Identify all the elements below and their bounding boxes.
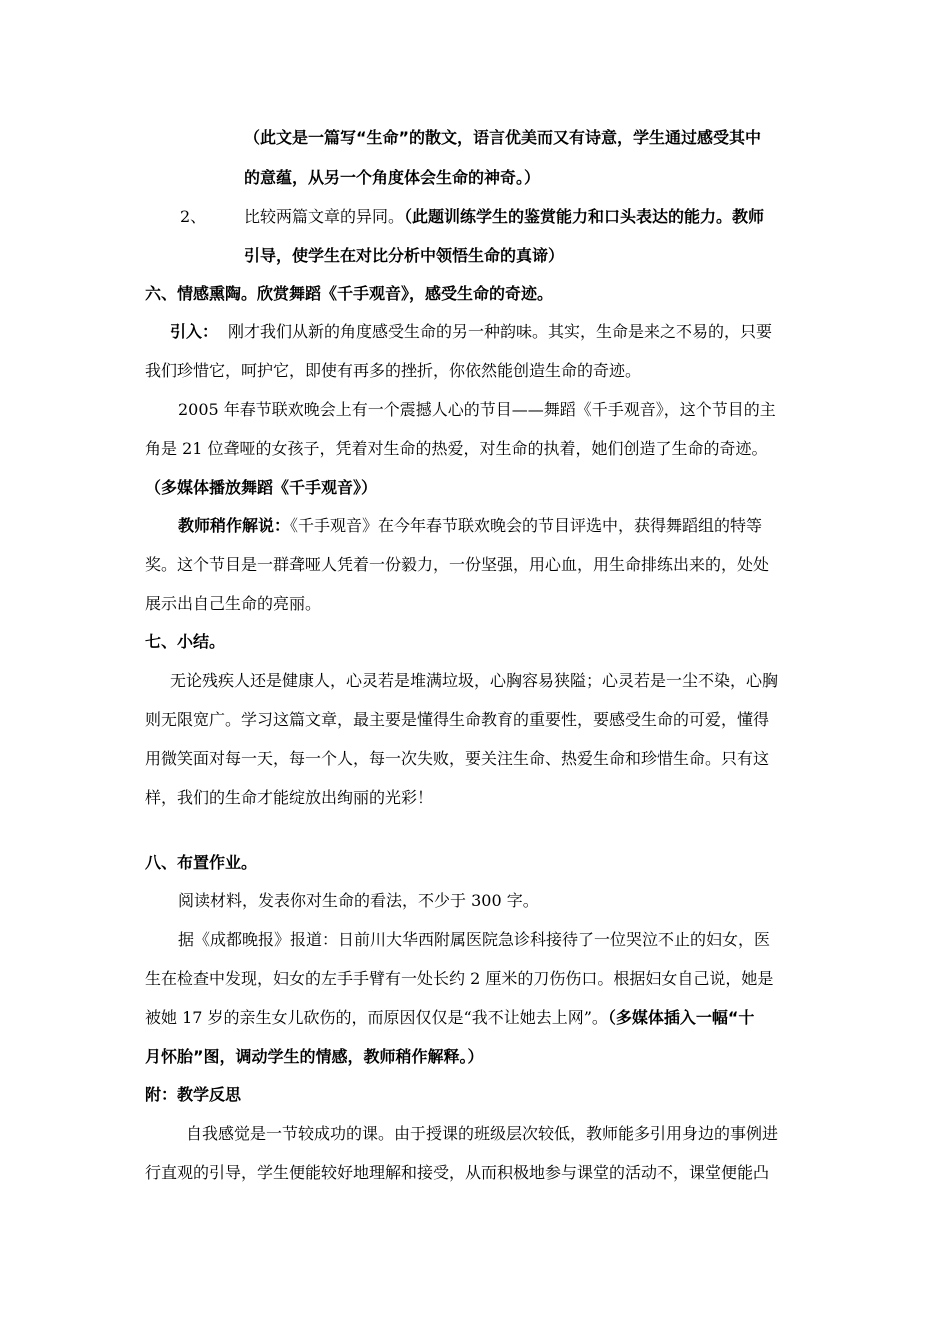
intro-line-1 <box>170 321 772 343</box>
note-line-2: 的意蕴，从另一个角度体会生命的神奇。） <box>244 168 541 187</box>
para-2-line-1: 2005 年春节联欢晚会上有一个震撼人心的节目——舞蹈《千手观音》，这个节目的主 <box>178 400 776 419</box>
note-line-1: （此文是一篇写“生命”的散文，语言优美而又有诗意，学生通过感受其中 <box>244 128 762 147</box>
reflection-line-2: 行直观的引导，学生便能较好地理解和接受，从而积极地参与课堂的活动不，课堂便能凸 <box>145 1163 770 1182</box>
item-2-note: （此题训练学生的鉴赏能力和口头表达的能力。教师 <box>404 207 765 226</box>
commentary-label: 教师稍作解说： <box>178 516 291 535</box>
report-line-2: 生在检查中发现，妇女的左手手臂有一处长约 2 厘米的刀伤伤口。根据妇女自己说，她是 <box>145 969 774 988</box>
intro-text: 刚才我们从新的角度感受生命的另一种韵味。其实，生命是来之不易的，只要 <box>228 322 773 341</box>
report-line-1: 据《成都晚报》报道：日前川大华西附属医院急诊科接待了一位哭泣不止的妇女，医 <box>178 930 771 949</box>
section-6-heading: 六、情感熏陶。欣赏舞蹈《千手观音》，感受生命的奇迹。 <box>145 284 554 303</box>
item-2-line-1 <box>244 206 764 228</box>
multimedia-note: （多媒体播放舞蹈《千手观音》） <box>145 478 378 497</box>
report-line-3 <box>145 1007 754 1029</box>
section-8-heading: 八、布置作业。 <box>145 853 258 872</box>
reflection-line-1: 自我感觉是一节较成功的课。由于授课的班级层次较低，教师能多引用身边的事例进 <box>186 1124 779 1143</box>
commentary-line-3: 展示出自己生命的亮丽。 <box>145 594 322 613</box>
appendix-heading: 附：教学反思 <box>145 1085 242 1104</box>
summary-line-1: 无论残疾人还是健康人，心灵若是堆满垃圾，心胸容易狭隘；心灵若是一尘不染，心胸 <box>170 671 779 690</box>
summary-line-2: 则无限宽广。学习这篇文章，最主要是懂得生命教育的重要性，要感受生命的可爱，懂得 <box>145 710 770 729</box>
item-2-number: 2、 <box>180 207 207 226</box>
intro-line-2: 我们珍惜它，呵护它，即使有再多的挫折，你依然能创造生命的奇迹。 <box>145 361 642 380</box>
intro-label: 引入： <box>170 322 219 341</box>
commentary-text: 《千手观音》在今年春节联欢晚会的节目评选中，获得舞蹈组的特等 <box>290 516 763 535</box>
summary-line-4: 样，我们的生命才能绽放出绚丽的光彩！ <box>145 788 434 807</box>
report-line-4: 月怀胎”图，调动学生的情感，教师稍作解释。） <box>145 1047 484 1066</box>
report-note: （多媒体插入一幅“十 <box>607 1008 755 1027</box>
item-2-text: 比较两篇文章的异同。 <box>244 207 405 226</box>
report-text: 被她 17 岁的亲生女儿砍伤的，而原因仅仅是“我不让她去上网”。 <box>145 1008 608 1027</box>
homework-task: 阅读材料，发表你对生命的看法，不少于 300 字。 <box>178 891 539 910</box>
item-2-line-2: 引导，使学生在对比分析中领悟生命的真谛） <box>244 246 565 265</box>
summary-line-3: 用微笑面对每一天，每一个人，每一次失败，要关注生命、热爱生命和珍惜生命。只有这 <box>145 749 770 768</box>
section-7-heading: 七、小结。 <box>145 632 226 651</box>
para-2-line-2: 角是 21 位聋哑的女孩子，凭着对生命的热爱，对生命的执着，她们创造了生命的奇迹。 <box>145 439 768 458</box>
commentary-line-2: 奖。这个节目是一群聋哑人凭着一份毅力，一份坚强，用心血，用生命排练出来的，处处 <box>145 555 770 574</box>
commentary-line-1 <box>178 515 762 537</box>
